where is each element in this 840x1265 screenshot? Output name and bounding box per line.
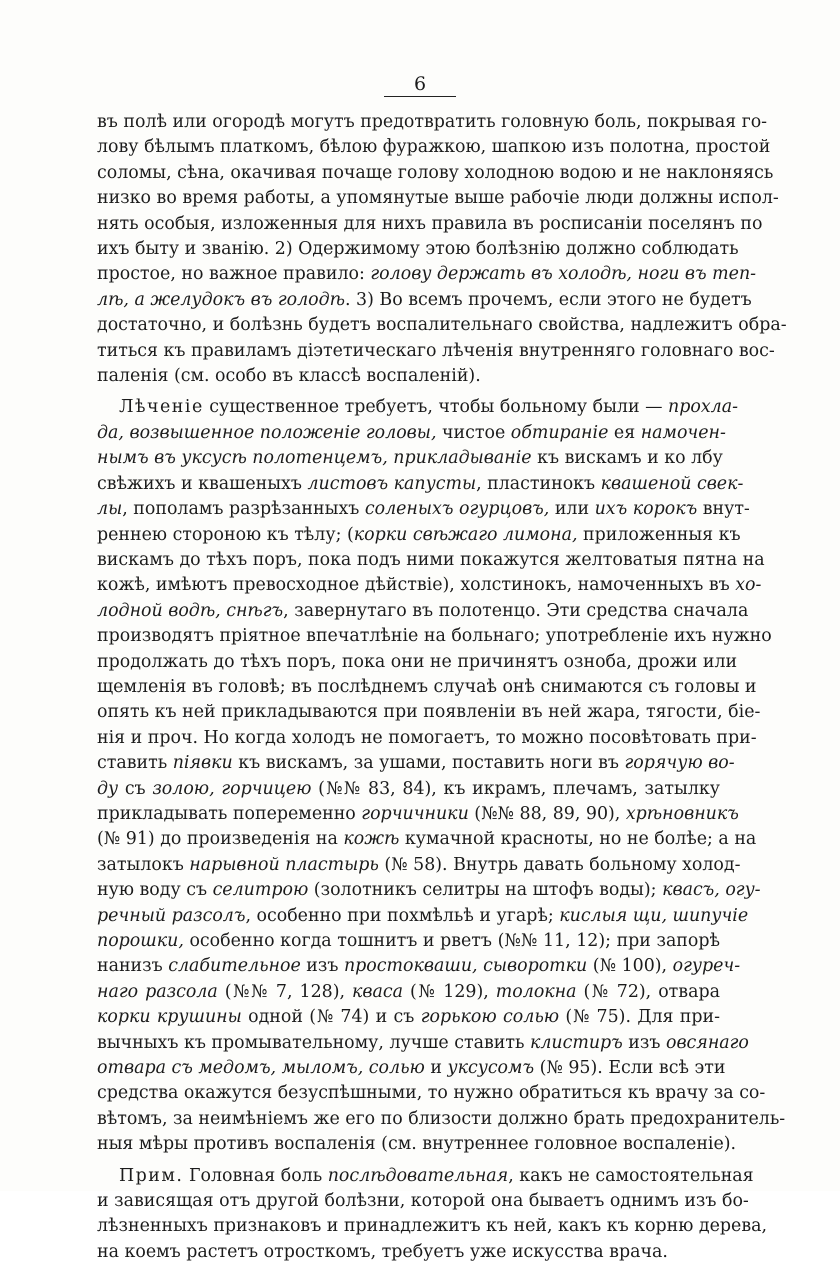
italic-phrase: лѣ, а желудокъ въ голодѣ: [97, 289, 345, 310]
text-line: ную воду съ селитрою (золотникъ селитры на штофъ воды); квасъ, огу-: [97, 880, 761, 901]
text-line: нія и проч. Но когда холодъ не помогаетъ, то можно посовѣтовать при-: [97, 727, 757, 748]
text-line: опять къ ней прикладываются при появленіи въ ней жара, тягости, бie-: [97, 702, 761, 723]
text-line: порошки, особенно когда тошнитъ и рветъ (№№ 11, 12); при запорѣ: [97, 931, 720, 951]
text-line: реннею стороною къ тѣлу; (корки свѣжаго лимона, приложенныя къ: [97, 524, 741, 545]
text-line: речный разсолъ, особенно при похмѣльѣ и угарѣ; кислыя щи, шипучіе: [97, 905, 749, 926]
text-line: вѣтомъ, за неимѣніемъ же его по близости должно брать предохранитель-: [97, 1108, 786, 1129]
text-line: вычныхъ къ промывательному, лучше ставить клистиръ изъ овсянаго: [97, 1032, 749, 1053]
text-line: наго разсола (№№ 7, 128), кваса (№ 129), толокна (№ 72), отвара: [97, 981, 720, 1002]
text-line: и зависящая отъ другой болѣзни, которой она бываетъ однимъ изъ бо-: [97, 1191, 749, 1212]
text-line: лы, пополамъ разрѣзанныхъ соленыхъ огурцовъ, или ихъ корокъ внут-: [97, 499, 750, 520]
text-line: на коемъ растетъ отросткомъ, требуетъ уже искусства врача.: [97, 1241, 668, 1262]
text-line: ихъ быту и званію. 2) Одержимому этою болѣзнію должно соблюдать: [97, 239, 739, 260]
page-number: 6: [0, 72, 840, 97]
text-line: средства окажутся безуспѣшными, то нужно обратиться къ врачу за со-: [97, 1083, 766, 1104]
text-line: кожѣ, имѣютъ превосходное дѣйствіе), холстинокъ, намоченныхъ въ хо-: [97, 575, 762, 596]
text-line: лову бѣлымъ платкомъ, бѣлою фуражкою, шапкою изъ полотна, простой: [97, 137, 771, 158]
paragraph-note: [97, 1164, 768, 1265]
text-line: Лѣченіе существенное требуетъ, чтобы больному были — прохла-: [119, 397, 738, 418]
text-line: производятъ пріятное впечатлѣніе на больнаго; употребленіе ихъ нужно: [97, 626, 772, 647]
text-line: лодной водѣ, снѣгъ, завернутаго въ полотенцо. Эти средства сначала: [97, 600, 749, 621]
text-line: прикладывать попеременно горчичники (№№ 88, 89, 90), хрѣновникъ: [97, 803, 739, 824]
section-lead: Прим.: [119, 1165, 184, 1186]
text-line: ду съ золою, горчицею (№№ 83, 84), къ икрамъ, плечамъ, затылку: [97, 778, 720, 799]
text-line: достаточно, и болѣзнь будетъ воспалительнаго свойства, надлежитъ обра-: [97, 315, 787, 336]
paragraph-treatment: [97, 395, 786, 1157]
text-line: титься къ правиламъ діэтетическаго лѣченія внутренняго головнаго вос-: [97, 340, 775, 361]
text-line: ставить піявки къ вискамъ, за ушами, поставить ноги въ горячую во-: [97, 753, 735, 774]
text-line: паленія (см. особо въ классѣ воспаленій).: [97, 366, 481, 387]
italic-phrase: голову держать въ холодѣ, ноги въ теп-: [370, 264, 757, 285]
text-line: Прим. Головная боль послѣдовательная, какъ не самостоятельная: [119, 1165, 754, 1186]
text-line: да, возвышенное положеніе головы, чистое обтираніе ея намочен-: [97, 422, 726, 443]
section-lead: Лѣченіе: [119, 397, 204, 418]
paragraph-continuation: [97, 110, 787, 389]
text-line: соломы, сѣна, окачивая почаще голову холодною водою и не наклоняясь: [97, 162, 774, 183]
text-line: низко во время работы, а упомянутые выше рабочіе люди должны испол-: [97, 188, 779, 209]
text-line: лѣзненныхъ признаковъ и принадлежитъ къ ней, какъ къ корню дерева,: [97, 1216, 768, 1237]
text-line: щемленія въ головѣ; въ послѣднемъ случаѣ онѣ снимаются съ головы и: [97, 676, 757, 697]
text-line: простое, но важное правило: голову держать въ холодѣ, ноги въ теп-: [97, 264, 757, 285]
text-line: нымъ въ уксусѣ полотенцемъ, прикладываніе къ вискамъ и ко лбу: [97, 448, 723, 469]
text-line: въ полѣ или огородѣ могутъ предотвратить головную боль, покрывая го-: [97, 112, 768, 132]
text-line: нять особыя, изложенныя для нихъ правила въ росписаніи поселянъ по: [97, 213, 763, 234]
text-line: вискамъ до тѣхъ поръ, пока подъ ними покажутся желтоватыя пятна на: [97, 549, 765, 570]
text-line: отвара съ медомъ, мыломъ, солью и уксусомъ (№ 95). Если всѣ эти: [97, 1058, 726, 1079]
text-line: затылокъ нарывной пластырь (№ 58). Внутрь давать больному холод-: [97, 854, 741, 875]
text-line: лѣ, а желудокъ въ голодѣ. 3) Во всемъ прочемъ, если этого не будетъ: [97, 289, 752, 310]
text-line: продолжать до тѣхъ поръ, пока они не причинятъ озноба, дрожи или: [97, 651, 738, 672]
text-line: нанизъ слабительное изъ простокваши, сыворотки (№ 100), огуреч-: [97, 956, 741, 977]
text-line: (№ 91) до произведенія на кожѣ кумачной красноты, но не болѣе; а на: [97, 829, 757, 850]
text-line: свѣжихъ и квашеныхъ листовъ капусты, пластинокъ квашеной свек-: [97, 473, 744, 494]
body-text: [97, 110, 787, 1265]
text-line: корки крушины одной (№ 74) и съ горькою солью (№ 75). Для при-: [97, 1007, 720, 1028]
text-line: ныя мѣры противъ воспаленія (см. внутреннее головное воспаленіе).: [97, 1134, 737, 1155]
